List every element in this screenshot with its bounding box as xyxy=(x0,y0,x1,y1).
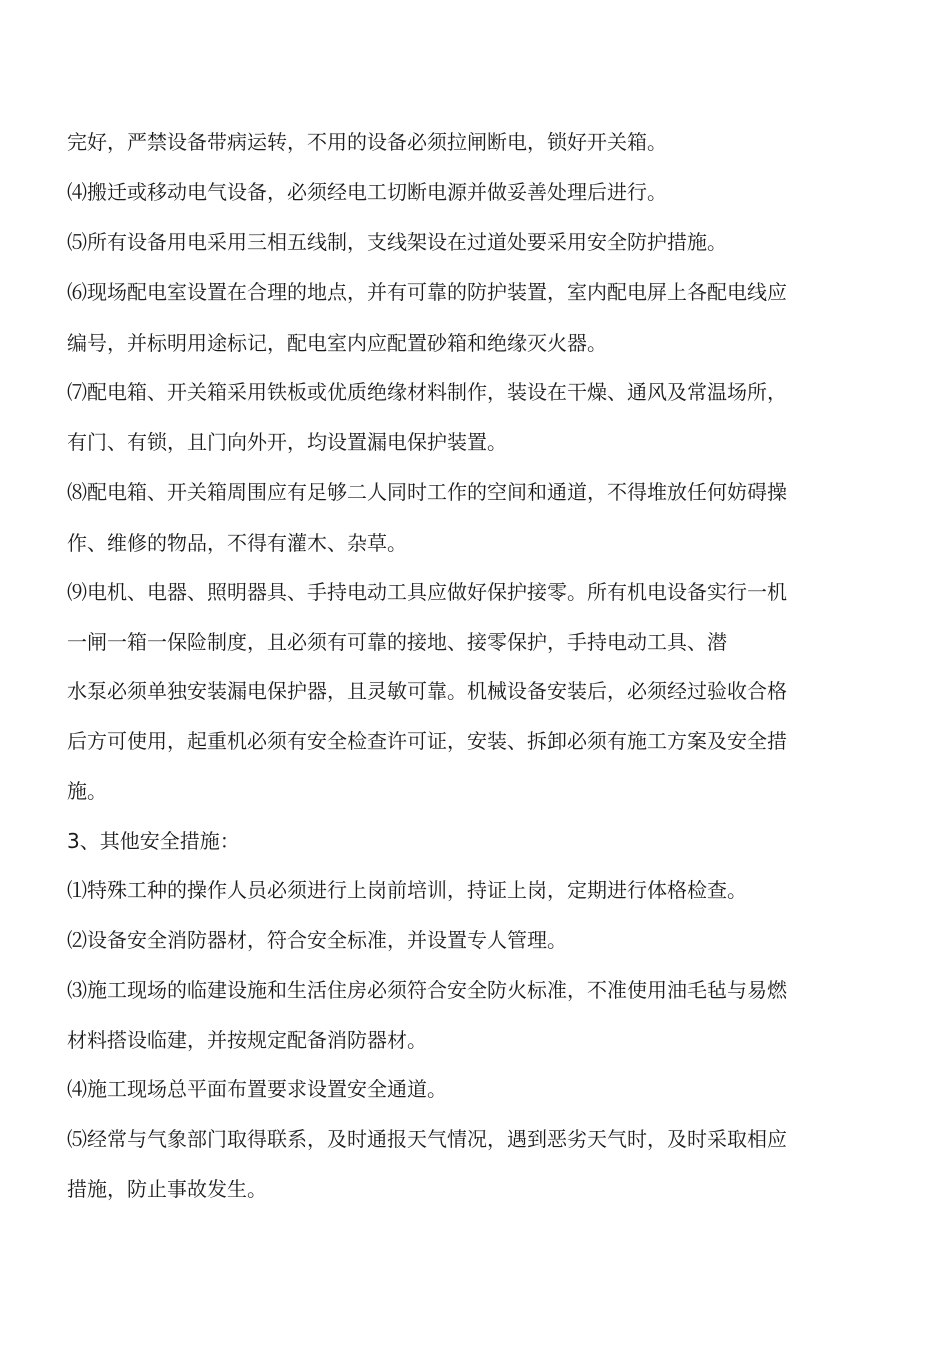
text-line: ⑶施工现场的临建设施和生活住房必须符合安全防火标准，不准使用油毛毡与易燃 xyxy=(67,978,787,1002)
text-line: ⑴特殊工种的操作人员必须进行上岗前培训，持证上岗，定期进行体格检查。 xyxy=(67,878,747,902)
text-line: 水泵必须单独安装漏电保护器，且灵敏可靠。机械设备安装后，必须经过验收合格 xyxy=(67,679,787,703)
text-line: ⑸所有设备用电采用三相五线制，支线架设在过道处要采用安全防护措施。 xyxy=(67,230,727,254)
text-line: 一闸一箱一保险制度，且必须有可靠的接地、接零保护，手持电动工具、潜 xyxy=(67,630,727,654)
text-line: ⑺配电箱、开关箱采用铁板或优质绝缘材料制作，装设在干燥、通风及常温场所， xyxy=(67,380,787,404)
text-line: 有门、有锁，且门向外开，均设置漏电保护装置。 xyxy=(67,430,507,454)
text-line: ⑼电机、电器、照明器具、手持电动工具应做好保护接零。所有机电设备实行一机 xyxy=(67,580,787,604)
text-line: ⑵设备安全消防器材，符合安全标准，并设置专人管理。 xyxy=(67,928,567,952)
text-line: ⑸经常与气象部门取得联系，及时通报天气情况，遇到恶劣天气时，及时采取相应 xyxy=(67,1127,787,1151)
text-line: ⑷施工现场总平面布置要求设置安全通道。 xyxy=(67,1077,447,1101)
text-line: 施。 xyxy=(67,779,107,803)
section-heading: 3、其他安全措施： xyxy=(67,829,240,853)
text-line: ⑹现场配电室设置在合理的地点，并有可靠的防护装置，室内配电屏上各配电线应 xyxy=(67,280,787,304)
text-line: 措施，防止事故发生。 xyxy=(67,1177,267,1201)
text-line: ⑻配电箱、开关箱周围应有足够二人同时工作的空间和通道，不得堆放任何妨碍操 xyxy=(67,480,787,504)
text-line: ⑷搬迁或移动电气设备，必须经电工切断电源并做妥善处理后进行。 xyxy=(67,180,667,204)
text-line: 完好，严禁设备带病运转，不用的设备必须拉闸断电，锁好开关箱。 xyxy=(67,130,667,154)
text-line: 材料搭设临建，并按规定配备消防器材。 xyxy=(67,1028,427,1052)
text-line: 作、维修的物品，不得有灌木、杂草。 xyxy=(67,531,407,555)
text-line: 后方可使用，起重机必须有安全检查许可证，安装、拆卸必须有施工方案及安全措 xyxy=(67,729,787,753)
text-line: 编号，并标明用途标记，配电室内应配置砂箱和绝缘灭火器。 xyxy=(67,331,607,355)
